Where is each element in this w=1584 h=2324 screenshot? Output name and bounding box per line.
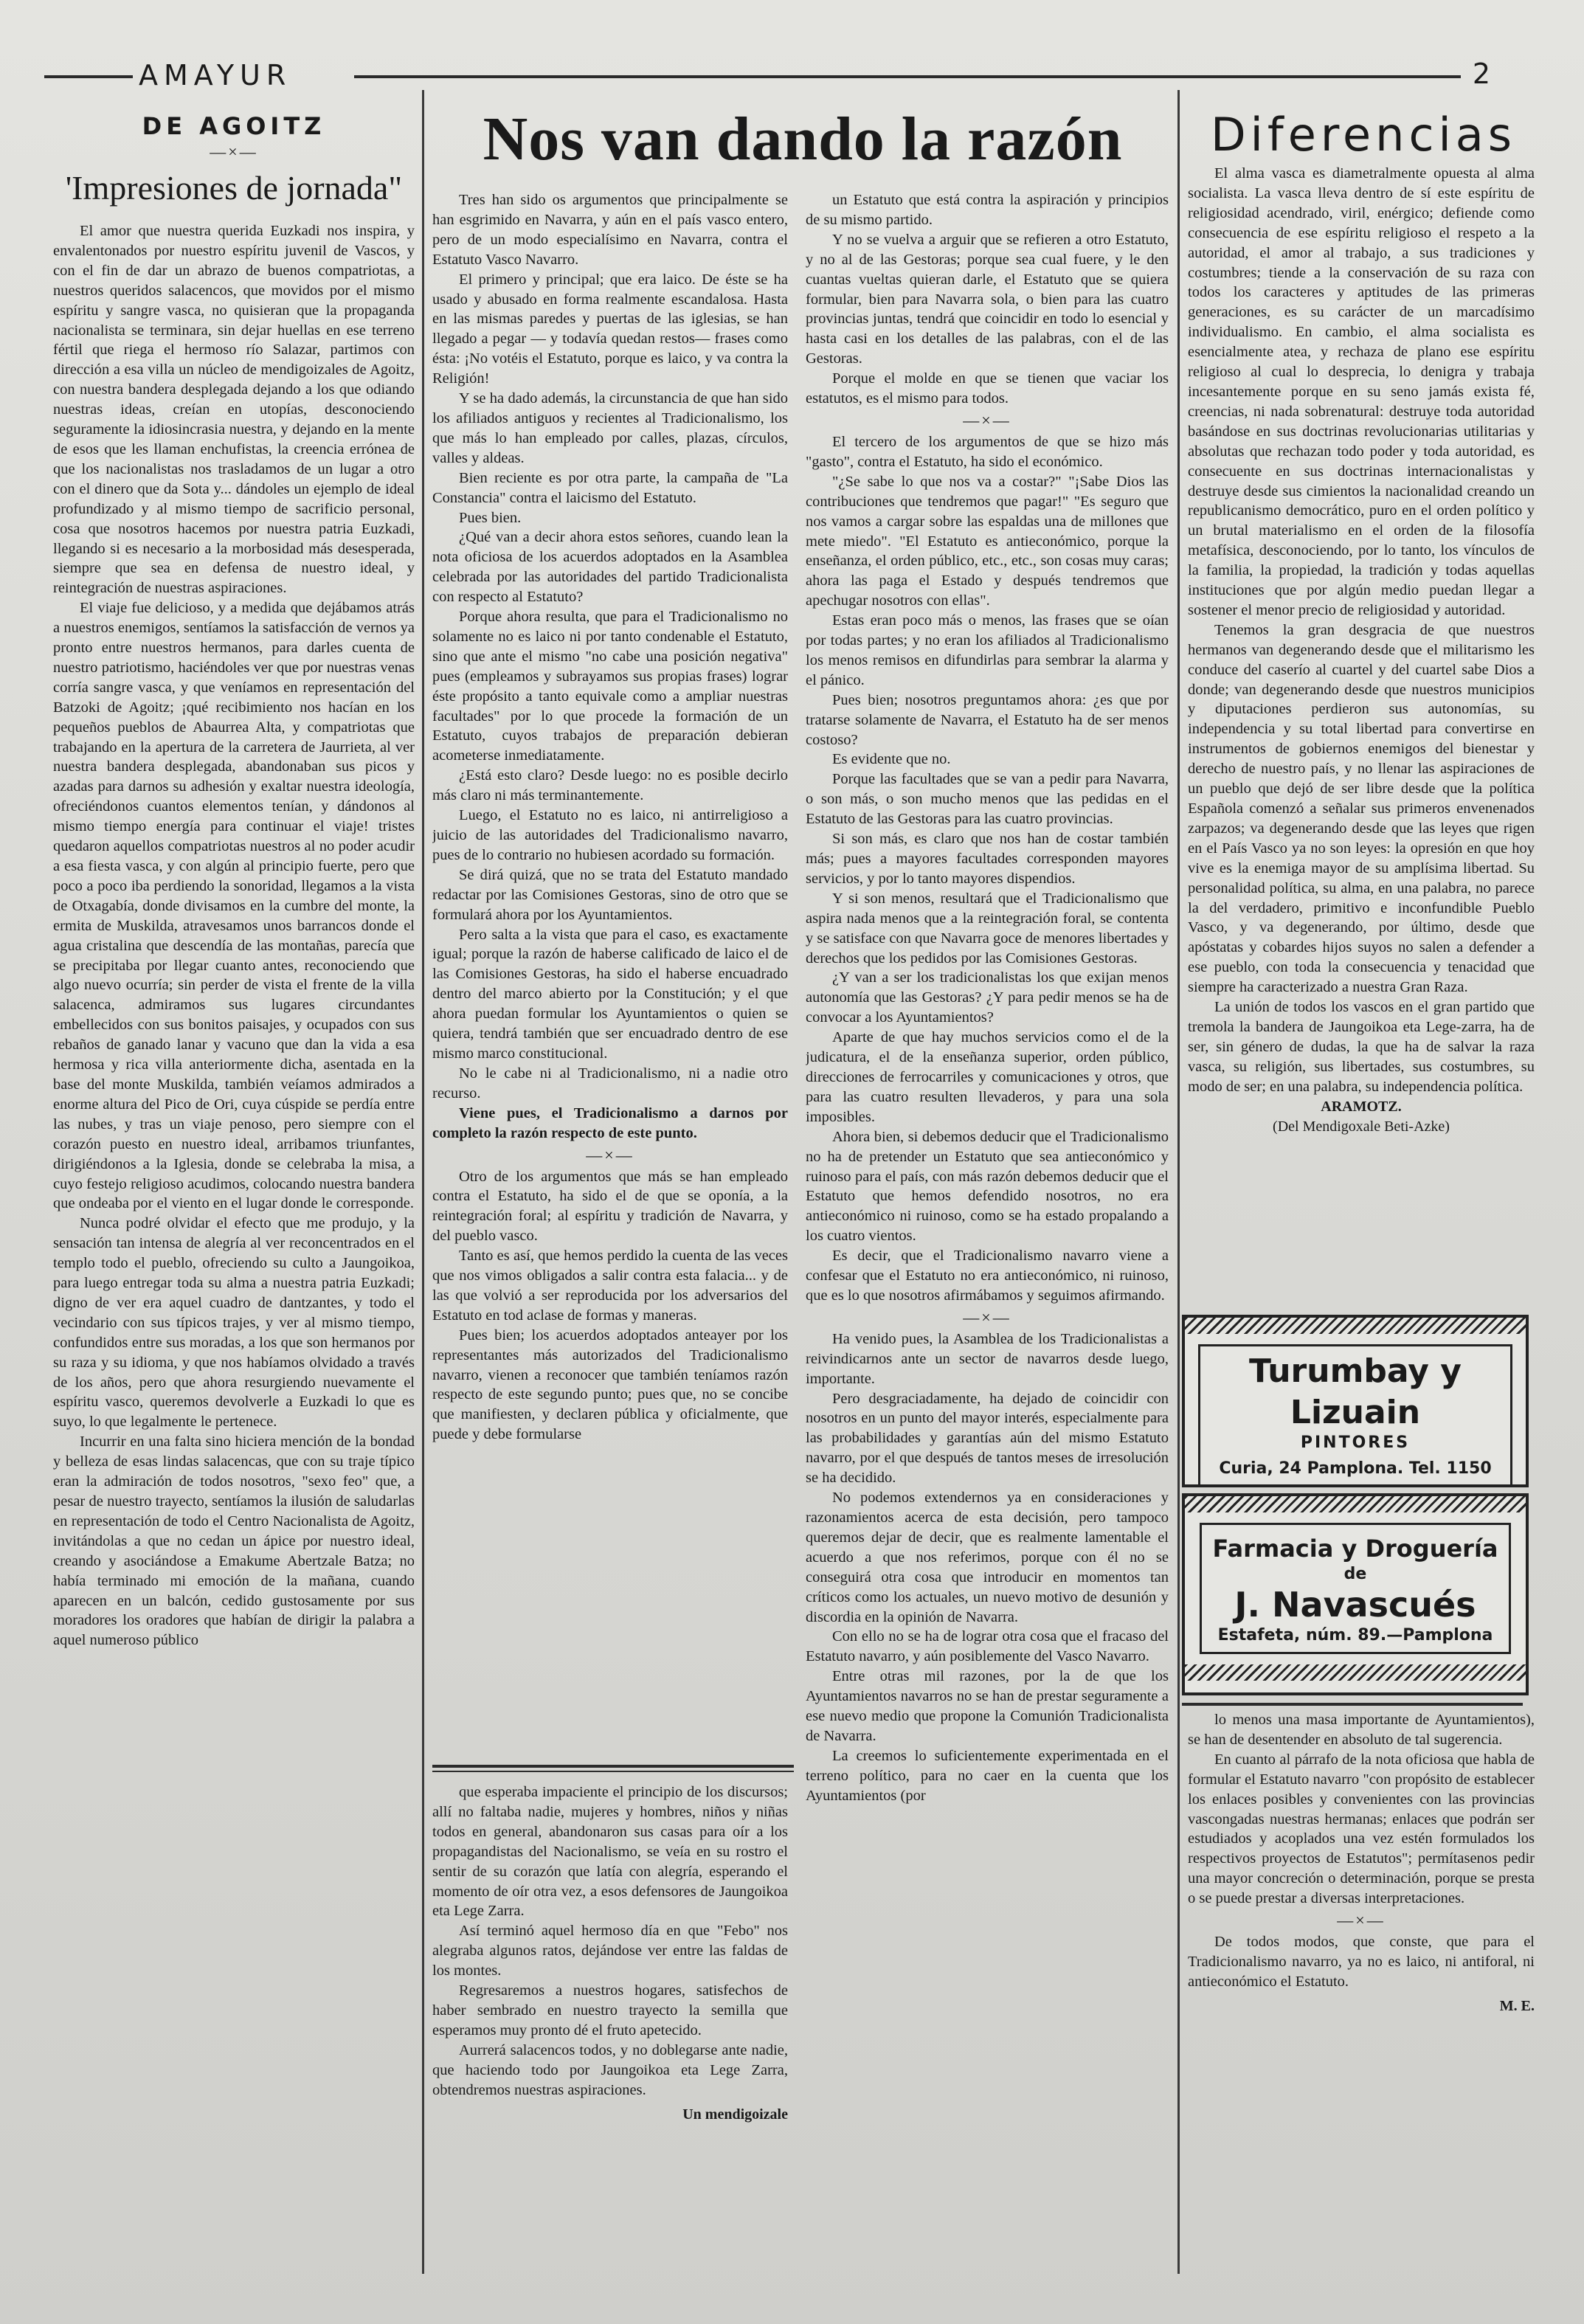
paragraph: Y no se vuelva a arguir que se refieren a otro Estatuto, y no al de las Gestoras; porque sea cual fuere, y le den cuantas vueltas quieran darle, el Estatuto que se quiera formular, bien para Navarra sola, o bien para las cuatro provincias juntas, tendrá que coincidir en todo lo esencial y hasta casi en los detalles de las palabras, con el de las Gestoras. bbox=[806, 231, 1169, 367]
paragraph: Otro de los argumentos que más se han empleado contra el Estatuto, ha sido el de que se oponía, a la reintegración foral; al espíritu y tradición de Navarra, y del pueblo vasco. bbox=[432, 1168, 788, 1245]
paragraph: No podemos extendernos ya en consideraciones y razonamientos acerca de esta decisión, pero tampoco queremos dejar de decir, que es realmente lamentable el acuerdo a que nos referimos, porque con él no se conseguirá otra cosa que introducir en momentos tan críticos como los actuales, un nuevo motivo de desunión y discordia en la opinión de Navarra. bbox=[806, 1490, 1169, 1625]
advertisement-navascues bbox=[1182, 1493, 1529, 1695]
article-body bbox=[432, 190, 788, 1445]
article-kicker: DE AGOITZ bbox=[142, 112, 326, 140]
paragraph: De todos modos, que conste, que para el Tradicionalismo navarro, ya no es laico, ni antiforal, ni antieconómico el Estatuto. bbox=[1188, 1934, 1535, 1990]
paragraph: En cuanto al párrafo de la nota oficiosa que habla de formular el Estatuto navarro "con propósito de establecer los enlaces posibles y convenientes con las provincias vascongadas nuestras hermanas; enlaces que podrán ser estudiados y acoplados una vez estén formulados los respectivos proyectos de Estatutos"; permítasenos pedir una mayor concreción o determinación, porque se presta o se puede prestar a diversas interpretaciones. bbox=[1188, 1751, 1535, 1907]
article-agoitz bbox=[53, 102, 415, 2271]
ad-hatch-border bbox=[1185, 1664, 1526, 1681]
paragraph: Aurrerá salacencos todos, y no doblegarse ante nadie, que haciendo todo por Jaungoikoa eta Lege Zarra, obtendremos nuestras aspiraciones. bbox=[432, 2041, 788, 2098]
article-body bbox=[1188, 164, 1535, 1097]
paragraph: Se dirá quizá, que no se trata del Estatuto mandado redactar por las Comisiones Gestoras, sino de otro que se formulará ahora por los Ayuntamientos. bbox=[432, 866, 788, 923]
paragraph: un Estatuto que está contra la aspiración y principios de su mismo partido. bbox=[806, 192, 1169, 228]
paragraph: ¿Y van a ser los tradicionalistas los que exijan menos autonomía que las Gestoras? ¿Y para pedir menos se ha de convocar a los Ayuntamientos? bbox=[806, 969, 1169, 1026]
masthead-rule-right bbox=[354, 75, 1461, 78]
paragraph: El alma vasca es diametralmente opuesta al alma socialista. La vasca lleva dentro de sí este espíritu de religiosidad acendrado, viril, enérgico; defiende como consecuencia de ese espíritu religioso el respeto a la autoridad, el amor al trabajo, a sus tradiciones y costumbres; tiende a la conservación de su raza con todos los caracteres y aptitudes de las primeras generaciones, es su carácter de un marcadísimo individualismo. En cambio, el alma socialista es esencialmente atea, y rechaza de plano ese espíritu religioso al cual lo desprecia, lo denigra y trabaja incesantemente porque en su seno jamás exista fé, creencias, ni nada sobrenatural: destruye toda autoridad basándose en sus doctrinas revolucionarias utilitarias y absolutas que rechazan todo poder y toda autoridad, es consecuente en sus doctrinas internacionalistas y destruye desde sus cimientos la nacionalidad creando un republicanismo democrático, puro en el orden político y un brutal materialismo en el orden de la filosofía metafísica, desconociendo, por lo tanto, los vínculos de la familia, la propiedad, la tradición y todas aquellas instituciones que por algún medio puedan llegar a sostener el menor precio de religiosidad y autoridad. bbox=[1188, 165, 1535, 618]
paragraph: El tercero de los argumentos de que se hizo más "gasto", contra el Estatuto, ha sido el económico. bbox=[806, 433, 1169, 470]
paragraph: Pues bien; los acuerdos adoptados anteayer por los representantes más autorizados del Tradicionalismo navarro, vienen a reconocer que también teníamos razón respecto de este segundo punto; pues que, no se concibe que manifiesten, y declaren pública y oficialmente, que puede y debe formularse bbox=[432, 1327, 788, 1443]
paragraph: No le cabe ni al Tradicionalismo, ni a nadie otro recurso. bbox=[432, 1065, 788, 1102]
ad-address: Curia, 24 Pamplona. Tel. 1150 bbox=[1219, 1459, 1492, 1478]
paragraph: Es evidente que no. bbox=[832, 751, 951, 768]
article-agoitz-continuation bbox=[432, 1782, 788, 2284]
paragraph: Aparte de que hay muchos servicios como el de la judicatura, el de la enseñanza superior, orden público, direcciones de ferrocarriles y comunicaciones y otros, que para las cuatro resulten llevaderos, y para una sola imposibles. bbox=[806, 1029, 1169, 1125]
paragraph: Ahora bien, si debemos deducir que el Tradicionalismo no ha de pretender un Estatuto que sea antieconómico y ruinoso para el país, con más razón debemos deducir que el Estatuto que hemos defendido nosotros, no era antieconómico ni ruinoso, como se ha estado propalando a los cuatro vientos. bbox=[806, 1128, 1169, 1245]
paragraph: Viene pues, el Tradicionalismo a darnos por completo la razón respecto de este punto. bbox=[432, 1104, 788, 1141]
column-rule-2 bbox=[1177, 90, 1180, 2274]
advertisement-turumbay bbox=[1182, 1315, 1529, 1487]
separator: —×— bbox=[1337, 1911, 1386, 1930]
paragraph: La unión de todos los vascos en el gran partido que tremola la bandera de Jaungoikoa eta Lege-zarra, ha de ser, sin género de dudas, la que ha de salvar la raza vasca, su religión, sus libertades, sus costumbres, su modo de ser; en una palabra, su independencia política. bbox=[1188, 999, 1535, 1095]
paragraph: Y si son menos, resultará que el Tradicionalismo que aspira nada menos que a la reintegración foral, se contenta y se satisface con que Navarra goce de menores libertades y derechos que los pedidos por las Comisiones Gestoras. bbox=[806, 890, 1169, 966]
separator: —×— bbox=[963, 410, 1011, 429]
separator: —×— bbox=[586, 1145, 634, 1164]
ad-address: Estafeta, núm. 89.—Pamplona bbox=[1217, 1626, 1493, 1645]
paragraph: Incurrir en una falta sino hiciera mención de la bondad y belleza de esas lindas salacencas, que con su traje típico eran la admiración de todos nosotros, "sexo feo" que, a pesar de nuestro trayecto, sentíamos la ilusión de saludarlas en representación de todo el Centro Nacionalista de Agoitz, invitándolas a que no cedan un ápice por nuestro ideal, creando y asociándose a Emakume Abertzale Batza; no había terminado mi emoción de la mañana, cuando aparecen en un balcón, cedido gustosamente por sus moradores los oradores que habían de dirigir la palabra a aquel numeroso público bbox=[53, 1434, 415, 1649]
paragraph: Pues bien; nosotros preguntamos ahora: ¿es que por tratarse solamente de Navarra, el Estatuto ha de ser menos costoso? bbox=[806, 691, 1169, 748]
paragraph: Es decir, que el Tradicionalismo navarro viene a confesar que el Estatuto no era antieconómico, ni ruinoso, que es lo que nosotros afirmábamos y seguimos afirmando. bbox=[806, 1248, 1169, 1304]
column-rule-1 bbox=[422, 90, 424, 2274]
article-body bbox=[53, 221, 415, 1650]
ad-hatch-border bbox=[1185, 1318, 1526, 1334]
paragraph: Con ello no se ha de lograr otra cosa que el fracaso del Estatuto navarro, y aún posiblemente del Vasco Navarro. bbox=[806, 1628, 1169, 1665]
paragraph: Y se ha dado además, la circunstancia de que han sido los afiliados antiguos y recientes al Tradicionalismo, los que más lo han empleado por calles, plazas, círculos, valles y aldeas. bbox=[432, 390, 788, 466]
article-body bbox=[1188, 1710, 1535, 1992]
headline-diferencias: Diferencias bbox=[1210, 108, 1517, 162]
article-body bbox=[432, 1782, 788, 2100]
paragraph: "¿Se sabe lo que nos va a costar?" "¡Sabe Dios las contribuciones que tendremos que pagar!" "Es seguro que nos vamos a cargar sobre las espaldas una de millones que mete miedo". "El Estatuto es antieconómico, porque la enseñanza, el orden público, etc., etc., son cosas muy caras; ahora las paga el Estado y después tendremos que apechugar nosotros con ellas". bbox=[806, 473, 1169, 609]
article-signature: M. E. bbox=[1499, 1997, 1535, 2014]
section-divider bbox=[1182, 1703, 1523, 1706]
separator: —×— bbox=[963, 1307, 1011, 1327]
paragraph: Porque ahora resulta, que para el Tradicionalismo no solamente no es laico ni por tanto condenable el Estatuto, sino que ante el mismo "no cabe una posición negativa" pues (empleamos y subrayamos sus propias frases) lograr éste propósito a tanto equivale como a ampliar nuestras facultades" por lo que procede la formación de un Estatuto, cuyos trabajos de preparación debieran acometerse inmediatamente. bbox=[432, 609, 788, 764]
paragraph: Porque las facultades que se van a pedir para Navarra, o son más, o son mucho menos que las pedidas en el Estatuto de las Gestoras para las cuatro provincias. bbox=[806, 771, 1169, 828]
masthead-rule-left bbox=[44, 75, 133, 78]
paragraph: Pero salta a la vista que para el caso, es exactamente igual; porque la razón de haberse calificado de laico el de las Comisiones Gestoras, ha sido el haberse encuadrado dentro del marco abierto por la Constitución; y el que ahora puedan formular los Ayuntamientos o quien se quiera, tendrá también que ser encuadrado dentro de ese mismo marco constitucional. bbox=[432, 926, 788, 1062]
article-signature: Un mendigoizale bbox=[682, 2106, 788, 2123]
article-signature-source: (Del Mendigoxale Beti-Azke) bbox=[1273, 1118, 1450, 1135]
paragraph: Porque el molde en que se tienen que vaciar los estatutos, es el mismo para todos. bbox=[806, 370, 1169, 407]
paragraph: Tres han sido os argumentos que principalmente se han esgrimido en Navarra, y aún en el país vasco entero, pero de un modo especialísimo en Navarra, contra el Estatuto Vasco Navarro. bbox=[432, 192, 788, 268]
ad-line2: de bbox=[1343, 1565, 1367, 1583]
paragraph: Estas eran poco más o menos, las frases que se oían por todas partes; y no eran los afiliados al Tradicionalismo los menos remisos en difundirlas para sembrar la alarma y el pánico. bbox=[806, 612, 1169, 688]
paragraph: Así terminó aquel hermoso día en que "Febo" nos alegraba algunos ratos, dejándose ver entre las faldas de los montes. bbox=[432, 1923, 788, 1979]
paragraph: Ha venido pues, la Asamblea de los Tradicionalistas a reivindicarnos ante un sector de navarros desde luego, importante. bbox=[806, 1330, 1169, 1387]
article-signature: ARAMOTZ. bbox=[1321, 1098, 1402, 1115]
article-diferencias bbox=[1188, 164, 1535, 1455]
article-title: 'Impresiones de jornada" bbox=[65, 169, 403, 207]
paragraph: La creemos lo suficientemente experimentada en el terreno político, para no caer en la cuenta que los Ayuntamientos (por bbox=[806, 1747, 1169, 1804]
headline-nos-van-dando-la-razon: Nos van dando la razón bbox=[483, 105, 1123, 173]
ad-business-name: J. Navascués bbox=[1234, 1585, 1476, 1625]
separator: —×— bbox=[210, 142, 258, 161]
paragraph: Luego, el Estatuto no es laico, ni antirreligioso a juicio de las autoridades del Tradicionalismo navarro, pues de lo contrario no hubiesen acordado su formación. bbox=[432, 807, 788, 863]
article-column-b-continuation bbox=[1188, 1710, 1535, 2286]
paragraph: Bien reciente es por otra parte, la campaña de "La Constancia" contra el laicismo del Estatuto. bbox=[432, 469, 788, 506]
paragraph: ¿Está esto claro? Desde luego: no es posible decirlo más claro ni más terminantemente. bbox=[432, 767, 788, 804]
paragraph: Nunca podré olvidar el efecto que me produjo, y la sensación tan intensa de alegría al ver reconcentrados en el templo todo el pueblo, ofreciendo su culto a Jaungoikoa, para luego entregar toda su alma a nuestra patria Euzkadi; digno de ver era aquel cuadro de dantzantes, y todo el vecindario con sus típicos trajes, y ver al mismo tiempo, confundidos entre sus moradas, a los que son hermanos por su raza y su idioma, y que nos habíamos olvidado a través de los años, pero que ahora resurgiendo nuevamente el espíritu vasco, queremos devolverle a Euzkadi lo que es suyo, lo que legalmente le pertenece. bbox=[53, 1215, 415, 1431]
newspaper-name: AMAYUR bbox=[139, 59, 292, 91]
ad-line1: Farmacia y Droguería bbox=[1212, 1535, 1498, 1563]
paragraph: Si son más, es claro que nos han de costar también más; pues a mayores facultades corresponden mayores servicios, y por lo tanto mayores dispendios. bbox=[806, 831, 1169, 887]
paragraph: Tenemos la gran desgracia de que nuestros hermanos van degenerando desde que el militarismo les conduce del caserío al cuartel y del cuartel sabe Dios a donde; van degenerando desde que nuestros municipios y diputaciones perdieron sus autonomías, su independencia y su total libertad para convertirse en instrumentos de gobiernos enemigos del bienestar y derecho de nuestro país, y no llenar las aspiraciones de un pueblo que dejó de ser libre desde que la política Española comenzó a señalar sus primeros envenenados zarpazos; va degenerando desde que las leyes que rigen en el País Vasco ya no son leyes: la opresión en que hoy vive es la enemiga mayor de su amplísima libertad. Su personalidad política, su alma, en una palabra, no parece la del verdadero, primitivo e inconfundible Pueblo Vasco, y va degenerando, por último, desde que apóstatas y cobardes hijos suyos no salen a defender a ese pueblo, con toda la consecuencia y tenacidad que siempre ha caracterizado a nuestra Gran Raza. bbox=[1188, 621, 1535, 996]
paragraph: El amor que nuestra querida Euzkadi nos inspira, y envalentonados por nuestro espíritu juvenil de Vascos, y con el fin de dar un abrazo de buenos compatriotas, a nuestros queridos salacencos, que movidos por el mismo espíritu y sangre vasca, no quisieran que la propaganda nacionalista se terminara, sin dejar huellas en ese terreno fértil que riega el hermoso río Salazar, partimos con dirección a esa villa un núcleo de mendigoizales de Agoitz, con nuestra bandera desplegada dejando a los que odiando nuestras ideas, creían en utopías, desconociendo seguramente la idiosincrasia nuestra, y dejando en la mente de esos que les llaman enchufistas, la creencia errónea de que los nacionalistas nos trasladamos de un lugar a otro con el dinero que da Sota y... dándoles un ejemplo de ideal profundizado y al mismo tiempo de sacrificio personal, cosa que nosotros hacemos por nuestra patria Euzkadi, llegando si es necesario a la morbosidad más desesperada, siempre que sea en defensa de nuestro ideal, y reintegración de nuestras aspiraciones. bbox=[53, 223, 415, 597]
paragraph: ¿Qué van a decir ahora estos señores, cuando lean la nota oficiosa de los acuerdos adoptados en la Asamblea celebrada por las autoridades del partido Tradicionalista con respecto al Estatuto? bbox=[432, 529, 788, 606]
paragraph: Regresaremos a nuestros hogares, satisfechos de haber sembrado en nuestro trayecto la semilla que esperamos muy pronto dé el fruto apetecido. bbox=[432, 1982, 788, 2038]
masthead bbox=[44, 58, 1490, 91]
article-column-a bbox=[432, 190, 788, 1749]
paragraph: Tanto es así, que hemos perdido la cuenta de las veces que nos vimos obligados a salir contra esta falacia... y de las que volvió a ser reproducida por los adversarios del Estatuto en tod aclase de formas y maneras. bbox=[432, 1248, 788, 1324]
paragraph: Pues bien. bbox=[459, 509, 522, 526]
paragraph: Entre otras mil razones, por la de que los Ayuntamientos navarros no se han de prestar seguramente a ese nuevo medio que propone la Comunión Tradicionalista de Navarra. bbox=[806, 1668, 1169, 1744]
ad-business-name: Turumbay y Lizuain bbox=[1249, 1352, 1462, 1431]
ad-trade: PINTORES bbox=[1300, 1434, 1411, 1452]
article-body bbox=[806, 190, 1169, 1806]
section-divider-thin bbox=[432, 1771, 794, 1772]
paragraph: Pero desgraciadamente, ha dejado de coincidir con nosotros en un punto del mayor interés, especialmente para las probabilidades y garantías aún del mismo Estatuto navarro, por el que después de tantos meses de irresolución se ha decidido. bbox=[806, 1390, 1169, 1487]
ad-hatch-border bbox=[1185, 1496, 1526, 1512]
paragraph: El viaje fue delicioso, y a medida que dejábamos atrás a nuestros enemigos, sentíamos la satisfacción de vernos ya pronto entre nuestros hermanos, para darles cuenta de nuestro patriotismo, haciéndoles ver que por nuestras venas corría sangre vasca, y que veníamos en representación del Batzoki de Agoitz; ¡qué recibimiento nos hacían en los pequeños pueblos de Abaurrea Alta, y compatriotas que trabajando en la apertura de la carretera de Jaurrieta, al ver nuestra bandera desplegada, abandonaban sus picos y azadas para darnos su adhesión y exaltar nuestra ideología, ofreciéndonos cuantos elementos tenían, y dándonos al mismo tiempo energía para continuar el viaje! tristes quedaron aquellos compatriotas nuestros al no poder acudir a esa fiesta vasca, y con algún al principio fuerte, pero que poco a poco iba perdiendo la sonoridad, llegamos a la vista de Otxagabía, donde divisamos en la cumbre del monte, la ermita de Muskilda, atravesamos unos barrancos donde el agua cristalina que descendía de las montañas, parecía que se precipitaba por llegar cuanto antes, reconociendo que algo nuevo ocurría; sin perder de vista el frente de la villa salacenca, admiramos sus lugares circundantes embellecidos con sus bonitos paisajes, y ocupados con sus rebaños de ganado lanar y vacuno que dan la vida a esa hermosa y rica villa anteriormente dicha, asentada en la base del monte Muskilda, también veíamos admirados a enorme altura del Pico de Ori, cuya cúspide se perdía entre las nubes, y tras un viaje penoso, pero siempre con el corazón puesto en nuestro ideal, arribamos triunfantes, dirigiéndonos a la Iglesia, donde se celebraba la misa, a cuyo festejo religioso acudimos, colocando nuestra bandera que ondeaba por el viento en el lugar donde le corresponde. bbox=[53, 600, 415, 1212]
section-divider bbox=[432, 1765, 794, 1768]
paragraph: El primero y principal; que era laico. De éste se ha usado y abusado en forma realmente escandalosa. Hasta en las mismas paredes y puertas de las iglesias, se han llegado a pegar — y todavía quedan restos— frases como ésta: ¡No votéis el Estatuto, porque es laico, y va contra la Religión! bbox=[432, 271, 788, 387]
article-column-b bbox=[806, 190, 1169, 2271]
paragraph: que esperaba impaciente el principio de los discursos; allí no faltaba nadie, mujeres y hombres, niños y niñas todos en general, abandonaron sus casas para oír a los propagandistas del Nacionalismo, se veía en su rostro el sentir de su corazón que latía con alegría, esperando el momento de oír otra vez, a esos defensores de Jaungoikoa eta Lege Zarra. bbox=[432, 1784, 788, 1920]
page-number: 2 bbox=[1472, 58, 1490, 90]
paragraph: lo menos una masa importante de Ayuntamientos), se han de desentender en absoluto de tal sugerencia. bbox=[1188, 1712, 1535, 1748]
